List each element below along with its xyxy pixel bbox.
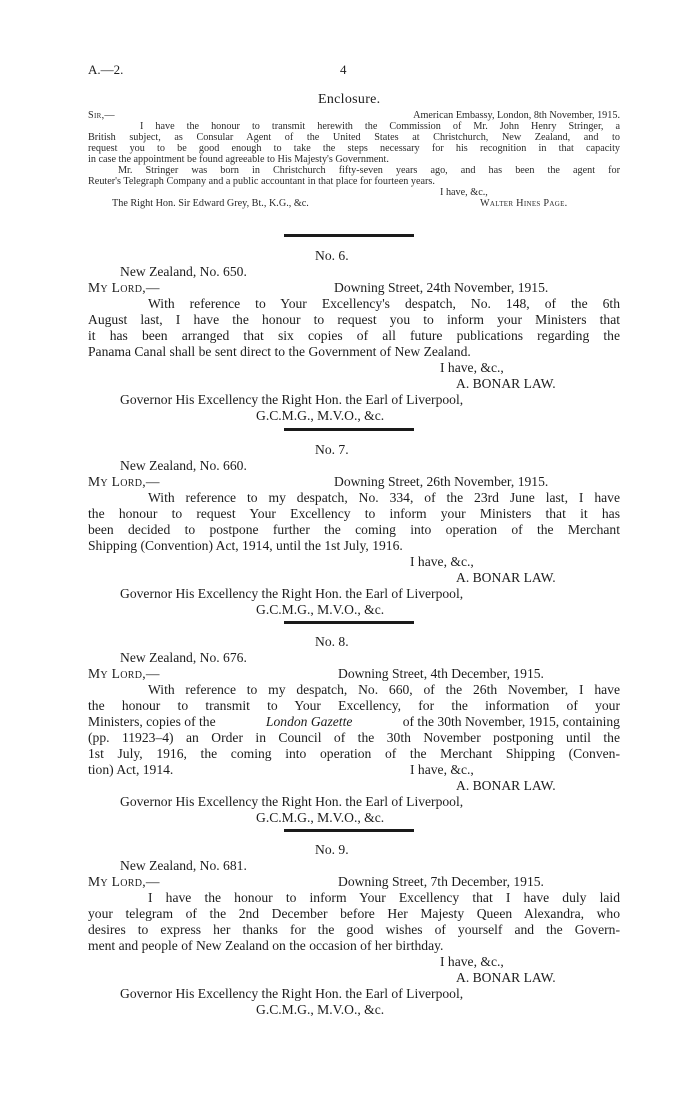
- enclosure-letter: [88, 110, 620, 209]
- dispatch-addressee: Governor His Excellency the Right Hon. the Earl of Liverpool,: [120, 986, 464, 1001]
- dispatch-closing: I have, &c.,: [410, 762, 474, 777]
- dispatch-number: No. 6.: [315, 248, 349, 263]
- dispatch-closing: I have, &c.,: [440, 360, 504, 375]
- dispatch-place-date: Downing Street, 26th November, 1915.: [334, 474, 549, 489]
- enclosure-address: American Embassy, London, 8th November, 1915.: [413, 110, 620, 121]
- dispatch-body-line: your telegram of the 2nd December before Her Majesty Queen Alexandra, who: [88, 906, 620, 921]
- enclosure-title: Enclosure.: [318, 92, 381, 107]
- dispatch-no-6: [88, 248, 620, 424]
- dispatch-no-8: [88, 634, 620, 826]
- dispatch-number: No. 9.: [315, 842, 349, 857]
- dispatch-place-date: Downing Street, 7th December, 1915.: [338, 874, 544, 889]
- enclosure-closing: I have, &c.,: [440, 187, 488, 198]
- dispatch-body-line: With reference to my despatch, No. 334, of the 23rd June last, I have: [148, 490, 620, 505]
- dispatch-no-9: [88, 842, 620, 1018]
- enclosure-para1-line: I have the honour to transmit herewith the Commission of Mr. John Henry Stringer, a: [140, 121, 620, 132]
- enclosure-para2-line: Mr. Stringer was born in Christchurch fifty-seven years ago, and has been the agent for: [118, 165, 620, 176]
- dispatch-salutation: My Lord,—: [88, 280, 160, 295]
- dispatch-body-line: [88, 714, 620, 730]
- dispatch-body-line: Shipping (Convention) Act, 1914, until the 1st July, 1916.: [88, 538, 403, 553]
- dispatch-body-line: been decided to postpone further the coming into operation of the Merchant: [88, 522, 620, 537]
- dispatch-addressee-honours: G.C.M.G., M.V.O., &c.: [256, 810, 385, 825]
- dispatch-signature: A. BONAR LAW.: [456, 970, 556, 985]
- dispatch-place-date: Downing Street, 4th December, 1915.: [338, 666, 544, 681]
- section-divider: [284, 829, 414, 832]
- dispatch-addressee-honours: G.C.M.G., M.V.O., &c.: [256, 408, 385, 423]
- enclosure-para1-line: British subject, as Consular Agent of the United States at Christchurch, New Zealand, and to: [88, 132, 620, 143]
- enclosure-salutation: Sir,—: [88, 110, 115, 121]
- dispatch-addressee: Governor His Excellency the Right Hon. the Earl of Liverpool,: [120, 794, 464, 809]
- dispatch-signature: A. BONAR LAW.: [456, 778, 556, 793]
- dispatch-salutation: My Lord,—: [88, 474, 160, 489]
- section-divider: [284, 621, 414, 624]
- line-segment: Ministers, copies of the: [88, 714, 220, 729]
- dispatch-body-line: tion) Act, 1914.: [88, 762, 174, 777]
- enclosure-para1-line: in case the appointment be found agreeable to His Majesty's Government.: [88, 154, 389, 165]
- dispatch-body-line: I have the honour to inform Your Excellency that I have duly laid: [148, 890, 620, 905]
- enclosure-para2-line: Reuter's Telegraph Company and a public accountant in that place for fourteen years.: [88, 176, 435, 187]
- page-reference: A.—2.: [88, 62, 124, 77]
- dispatch-salutation: My Lord,—: [88, 874, 160, 889]
- dispatch-reference: New Zealand, No. 650.: [120, 264, 247, 279]
- dispatch-signature: A. BONAR LAW.: [456, 376, 556, 391]
- dispatch-place-date: Downing Street, 24th November, 1915.: [334, 280, 549, 295]
- page-number: 4: [340, 62, 347, 77]
- line-segment: of the 30th November, 1915, containing: [399, 714, 620, 729]
- dispatch-addressee: Governor His Excellency the Right Hon. the Earl of Liverpool,: [120, 392, 464, 407]
- enclosure-signature: Walter Hines Page.: [480, 198, 568, 209]
- dispatch-body-line: the honour to request Your Excellency to inform your Ministers that it has: [88, 506, 620, 521]
- section-divider: [284, 428, 414, 431]
- enclosure-para1-line: request you to be good enough to take the steps necessary for his recognition in that capacity: [88, 143, 620, 154]
- dispatch-reference: New Zealand, No. 681.: [120, 858, 247, 873]
- dispatch-closing: I have, &c.,: [410, 554, 474, 569]
- dispatch-body-line: August last, I have the honour to request you to inform your Ministers that: [88, 312, 620, 327]
- gazette-title: London Gazette: [265, 714, 353, 729]
- dispatch-reference: New Zealand, No. 660.: [120, 458, 247, 473]
- dispatch-body-line: (pp. 11923–4) an Order in Council of the 30th November postponing until the: [88, 730, 620, 745]
- dispatch-body-line: the honour to transmit to Your Excellency, for the information of your: [88, 698, 620, 713]
- dispatch-addressee: Governor His Excellency the Right Hon. the Earl of Liverpool,: [120, 586, 464, 601]
- dispatch-salutation: My Lord,—: [88, 666, 160, 681]
- dispatch-body-line: 1st July, 1916, the coming into operation of the Merchant Shipping (Conven-: [88, 746, 620, 761]
- dispatch-body-line: With reference to my despatch, No. 660, of the 26th November, I have: [148, 682, 620, 697]
- dispatch-addressee-honours: G.C.M.G., M.V.O., &c.: [256, 602, 385, 617]
- dispatch-body-line: ment and people of New Zealand on the occasion of her birthday.: [88, 938, 444, 953]
- dispatch-body-line: Panama Canal shall be sent direct to the Government of New Zealand.: [88, 344, 471, 359]
- dispatch-number: No. 8.: [315, 634, 349, 649]
- dispatch-number: No. 7.: [315, 442, 349, 457]
- dispatch-signature: A. BONAR LAW.: [456, 570, 556, 585]
- dispatch-addressee-honours: G.C.M.G., M.V.O., &c.: [256, 1002, 385, 1017]
- dispatch-body-line: it has been arranged that six copies of all future publications regarding the: [88, 328, 620, 343]
- dispatch-reference: New Zealand, No. 676.: [120, 650, 247, 665]
- dispatch-closing: I have, &c.,: [440, 954, 504, 969]
- dispatch-body-line: With reference to Your Excellency's despatch, No. 148, of the 6th: [148, 296, 620, 311]
- enclosure-addressee: The Right Hon. Sir Edward Grey, Bt., K.G., &c.: [112, 198, 309, 209]
- section-divider: [284, 234, 414, 237]
- dispatch-no-7: [88, 442, 620, 618]
- dispatch-body-line: desires to express her thanks for the good wishes of yourself and the Govern-: [88, 922, 620, 937]
